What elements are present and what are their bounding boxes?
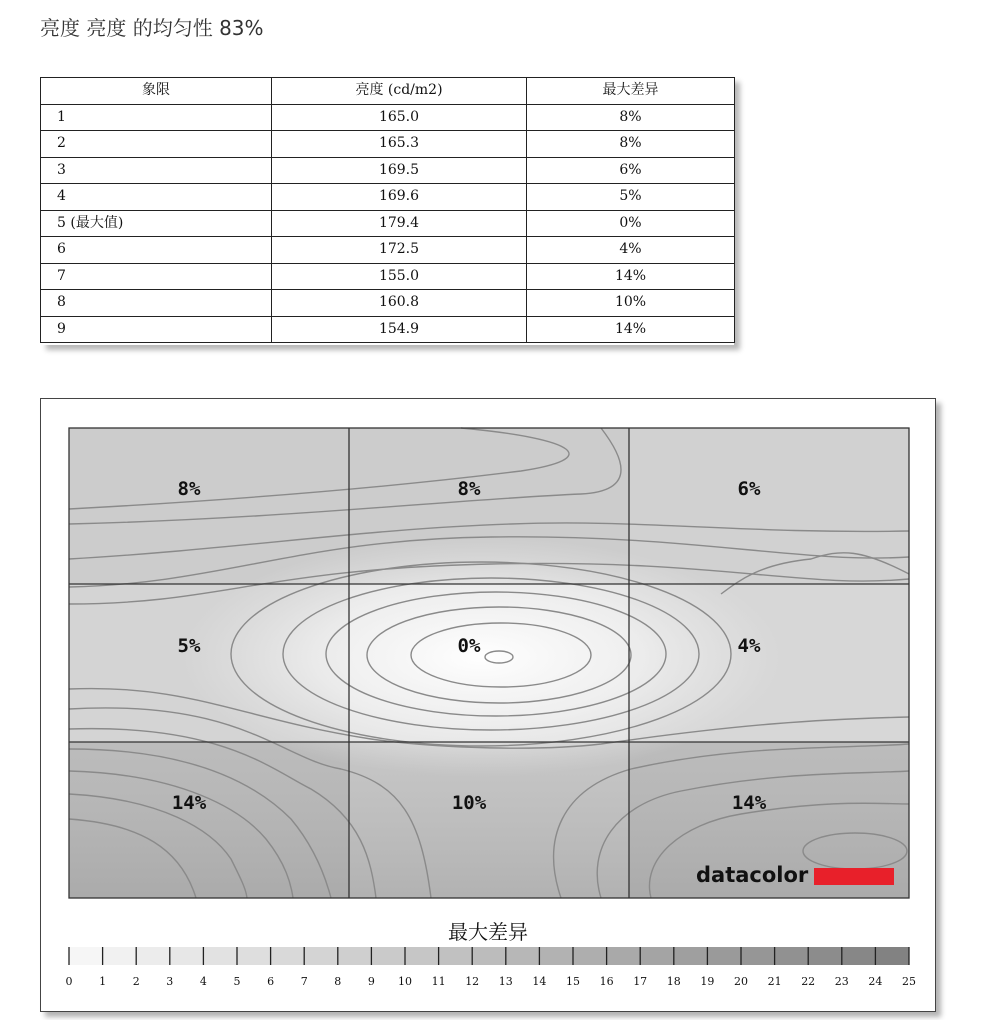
heatmap-cell — [629, 428, 909, 584]
uniformity-chart — [41, 399, 935, 1011]
luminance-cell: 165.0 — [272, 104, 527, 131]
legend-tick-label: 13 — [498, 975, 513, 988]
cell-label-q3: 6% — [737, 478, 761, 501]
legend-swatch — [842, 947, 876, 965]
legend-swatch — [539, 947, 573, 965]
legend-swatch — [405, 947, 439, 965]
legend-tick-label: 9 — [367, 975, 375, 988]
legend-swatch — [439, 947, 473, 965]
legend-swatch — [203, 947, 237, 965]
legend-swatch — [808, 947, 842, 965]
legend-swatch — [741, 947, 775, 965]
max-difference-cell: 4% — [527, 237, 735, 264]
cell-label-q9: 14% — [731, 792, 767, 815]
table-row — [41, 131, 735, 158]
logo-bar — [814, 868, 894, 885]
legend-swatch — [237, 947, 271, 965]
legend-tick-label: 5 — [233, 975, 241, 988]
max-difference-cell: 10% — [527, 290, 735, 317]
header-luminance: 亮度 (cd/m2) — [272, 78, 527, 105]
legend-swatch — [506, 947, 540, 965]
legend-swatch — [338, 947, 372, 965]
luminance-cell: 169.6 — [272, 184, 527, 211]
legend-tick-label: 24 — [868, 975, 883, 988]
cell-label-q4: 5% — [177, 634, 201, 657]
max-difference-cell: 5% — [527, 184, 735, 211]
legend-tick-label: 4 — [199, 975, 207, 988]
legend-tick-label: 8 — [334, 975, 342, 988]
luminance-cell: 155.0 — [272, 263, 527, 290]
table-row — [41, 104, 735, 131]
luminance-table-container — [40, 77, 734, 345]
quadrant-cell: 7 — [41, 263, 272, 290]
header-quadrant: 象限 — [41, 78, 272, 105]
cell-label-q1: 8% — [177, 478, 201, 501]
legend-tick-label: 15 — [566, 975, 580, 988]
quadrant-cell: 6 — [41, 237, 272, 264]
luminance-cell: 169.5 — [272, 157, 527, 184]
luminance-cell: 154.9 — [272, 316, 527, 343]
table-row — [41, 290, 735, 317]
logo-text: datacolor — [696, 863, 809, 887]
legend-swatch — [607, 947, 641, 965]
legend-tick-label: 11 — [431, 975, 446, 988]
legend-tick-label: 23 — [834, 975, 849, 988]
legend-swatch — [69, 947, 103, 965]
cell-label-q2: 8% — [457, 478, 481, 501]
legend-swatch — [136, 947, 170, 965]
legend-tick-label: 1 — [99, 975, 107, 988]
legend-tick-label: 3 — [166, 975, 174, 988]
quadrant-cell: 8 — [41, 290, 272, 317]
legend-swatch — [674, 947, 708, 965]
quadrant-cell: 4 — [41, 184, 272, 211]
legend-tick-label: 7 — [300, 975, 308, 988]
table-row — [41, 184, 735, 211]
luminance-table — [40, 77, 735, 343]
legend-tick-label: 22 — [801, 975, 816, 988]
cell-label-q6: 4% — [737, 634, 761, 657]
page-title: 亮度 亮度 的均匀性 83% — [40, 16, 264, 40]
table-row — [41, 157, 735, 184]
max-difference-cell: 6% — [527, 157, 735, 184]
legend-tick-label: 12 — [465, 975, 480, 988]
luminance-cell: 160.8 — [272, 290, 527, 317]
quadrant-cell: 9 — [41, 316, 272, 343]
legend-tick-label: 6 — [267, 975, 275, 988]
quadrant-cell: 1 — [41, 104, 272, 131]
legend-title: 最大差异 — [448, 920, 528, 944]
legend-tick-label: 18 — [666, 975, 681, 988]
legend-tick-label: 0 — [65, 975, 73, 988]
header-max-difference: 最大差异 — [527, 78, 735, 105]
legend-swatch — [304, 947, 338, 965]
table-header-row — [41, 78, 735, 105]
legend-swatch — [573, 947, 607, 965]
legend-tick-label: 20 — [734, 975, 748, 988]
cell-label-q7: 14% — [171, 792, 207, 815]
legend-swatch — [371, 947, 405, 965]
legend-swatch — [271, 947, 305, 965]
legend-swatch — [707, 947, 741, 965]
legend-tick-label: 19 — [700, 975, 715, 988]
legend-swatch — [170, 947, 204, 965]
legend-tick-label: 16 — [599, 975, 614, 988]
cell-label-q5: 0% — [457, 634, 481, 657]
quadrant-cell: 3 — [41, 157, 272, 184]
table-row — [41, 263, 735, 290]
legend-tick-label: 14 — [532, 975, 547, 988]
quadrant-cell: 5 (最大值) — [41, 210, 272, 237]
cell-label-q8: 10% — [451, 792, 487, 815]
legend-swatch — [103, 947, 137, 965]
luminance-cell: 179.4 — [272, 210, 527, 237]
max-difference-cell: 14% — [527, 263, 735, 290]
legend-tick-label: 2 — [132, 975, 140, 988]
legend-tick-label: 25 — [902, 975, 916, 988]
table-row — [41, 237, 735, 264]
legend-tick-label: 17 — [633, 975, 648, 988]
legend-swatch — [775, 947, 809, 965]
uniformity-chart-panel — [40, 398, 936, 1012]
legend-swatch — [640, 947, 674, 965]
legend-swatch — [875, 947, 909, 965]
max-difference-cell: 8% — [527, 104, 735, 131]
quadrant-cell: 2 — [41, 131, 272, 158]
table-row — [41, 210, 735, 237]
legend-tick-label: 10 — [398, 975, 412, 988]
max-difference-cell: 0% — [527, 210, 735, 237]
legend-swatch — [472, 947, 506, 965]
max-difference-cell: 14% — [527, 316, 735, 343]
legend-tick-label: 21 — [767, 975, 782, 988]
table-row — [41, 316, 735, 343]
luminance-cell: 165.3 — [272, 131, 527, 158]
max-difference-cell: 8% — [527, 131, 735, 158]
luminance-cell: 172.5 — [272, 237, 527, 264]
